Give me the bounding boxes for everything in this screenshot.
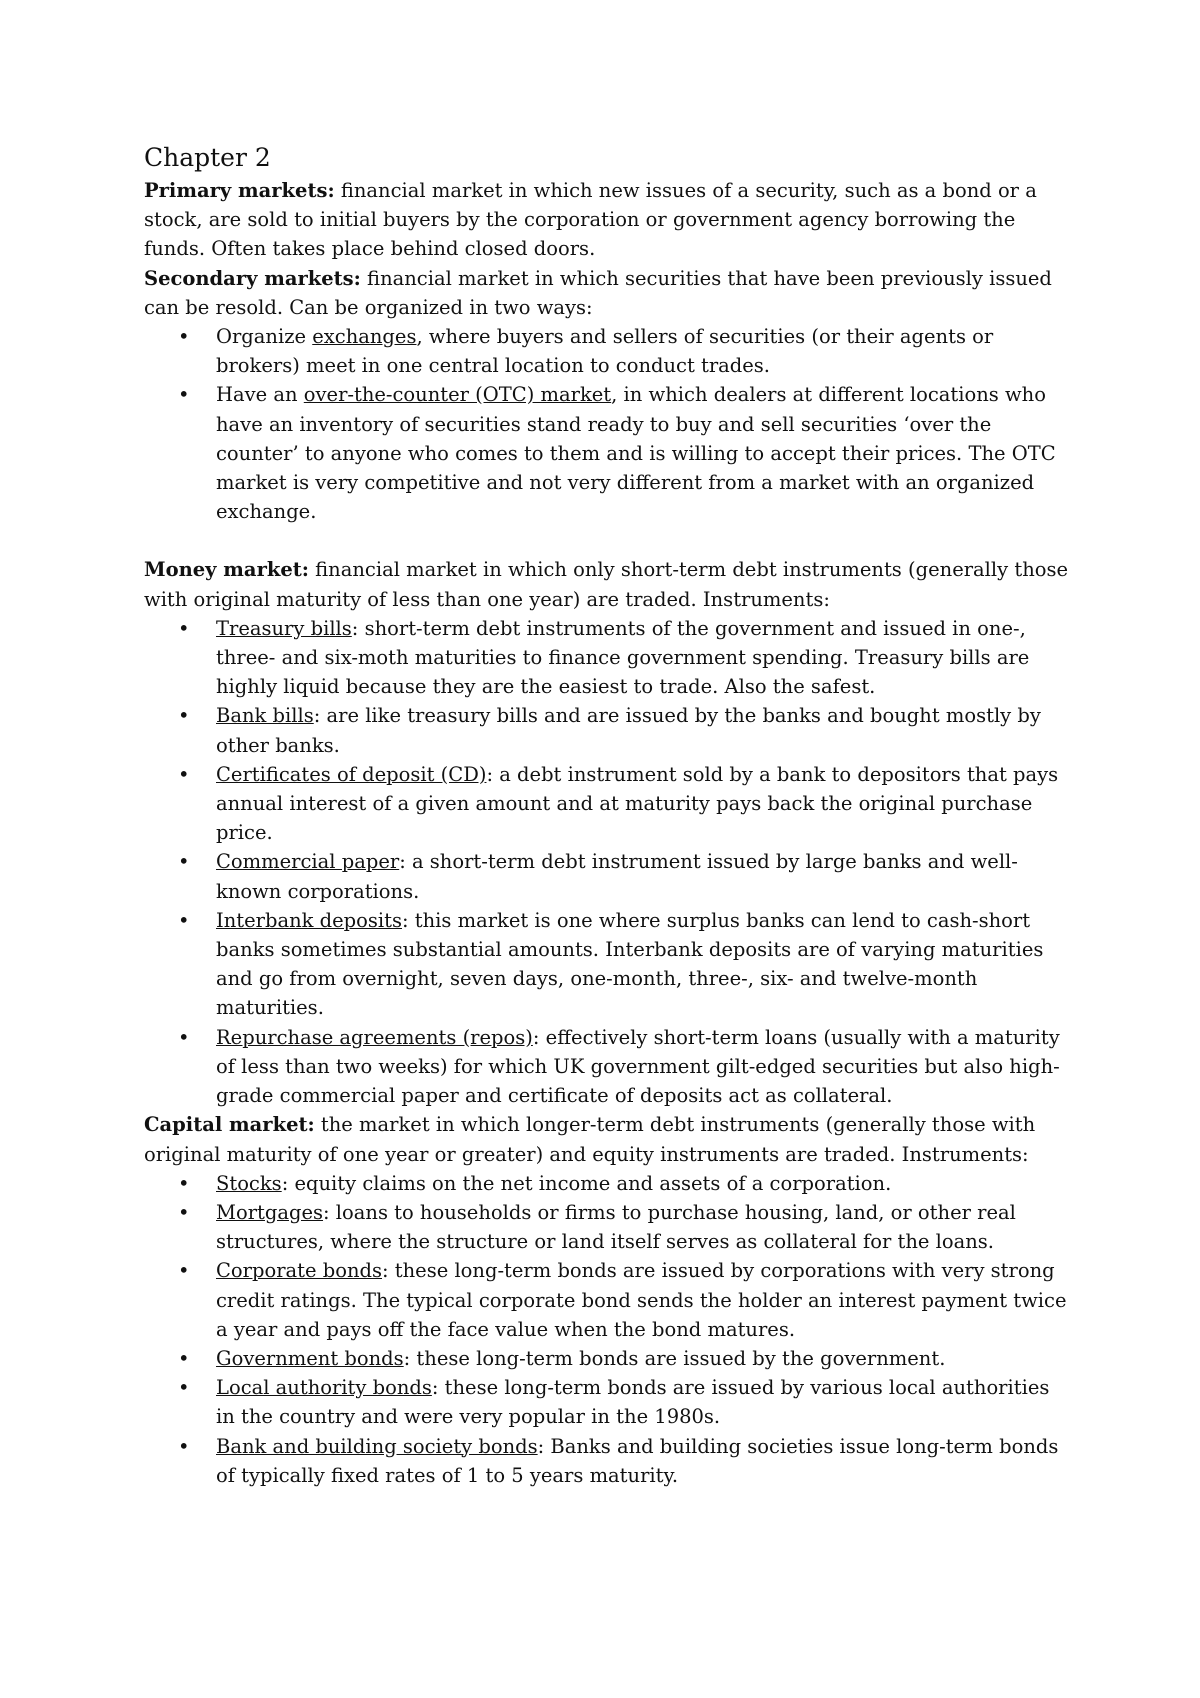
- list-item: • Certificates of deposit (CD): a debt instrument sold by a bank to depositors that pays annual interest of a given amount and at maturity pays back the original purchase price.: [216, 760, 1074, 848]
- list-item-term: Interbank deposits: [216, 908, 402, 932]
- list-item: • Treasury bills: short-term debt instruments of the government and issued in one-, three- and six-moth maturities to finance government spending. Treasury bills are highly liquid because they are the easiest to trade. Also the safest.: [216, 614, 1074, 702]
- bullet-icon: •: [178, 1259, 190, 1283]
- bullet-icon: •: [178, 1200, 190, 1224]
- list-item-term: Mortgages: [216, 1200, 324, 1224]
- money-market-paragraph: [144, 555, 1074, 613]
- capital-market-paragraph: [144, 1110, 1074, 1168]
- list-item-term: over-the-counter (OTC) market: [303, 383, 612, 407]
- list-item-term: Local authority bonds: [216, 1376, 432, 1400]
- list-item-term: Government bonds: [216, 1346, 404, 1370]
- list-item-term: Commercial paper: [216, 850, 400, 874]
- bullet-icon: •: [178, 908, 190, 932]
- list-item-term: exchanges: [312, 325, 417, 349]
- list-item-term: Bank bills: [216, 704, 314, 728]
- primary-markets-text: financial market in which new issues of a security, such as a bond or a stock, are sold to initial buyers by the corporation or government agency borrowing the funds. Often takes place behind closed doors.: [144, 179, 1037, 261]
- bullet-icon: •: [178, 850, 190, 874]
- bullet-icon: •: [178, 704, 190, 728]
- capital-market-list: [144, 1169, 1074, 1490]
- secondary-markets-text: financial market in which securities that have been previously issued can be resold. Can be organized in two ways:: [144, 266, 1052, 319]
- list-item-term: Repurchase agreements (repos): [216, 1025, 533, 1049]
- secondary-markets-term: Secondary markets:: [144, 266, 361, 290]
- list-item: • Organize exchanges, where buyers and sellers of securities (or their agents or brokers) meet in one central location to conduct trades.: [216, 322, 1074, 380]
- bullet-icon: •: [178, 762, 190, 786]
- bullet-icon: •: [178, 383, 190, 407]
- primary-markets-term: Primary markets:: [144, 179, 335, 202]
- bullet-icon: •: [178, 616, 190, 640]
- document-page: [144, 140, 1074, 1490]
- list-item-term: Bank and building society bonds: [216, 1434, 538, 1458]
- list-item: • Repurchase agreements (repos): effectively short-term loans (usually with a maturity of less than two weeks) for which UK government gilt-edged securities but also high-grade commercial paper and certificate of deposits act as collateral.: [216, 1023, 1074, 1111]
- paragraph-spacer: [144, 526, 1074, 555]
- bullet-icon: •: [178, 1171, 190, 1195]
- bullet-icon: •: [178, 1346, 190, 1370]
- list-item: • Government bonds: these long-term bonds are issued by the government.: [216, 1344, 1074, 1373]
- money-market-list: [144, 614, 1074, 1110]
- primary-markets-paragraph: [144, 176, 1074, 264]
- list-item: • Have an over-the-counter (OTC) market, in which dealers at different locations who have an inventory of securities stand ready to buy and sell securities ‘over the counter’ to anyone who comes to them and is willing to accept their prices. The OTC market is very competitive and not very different from a market with an organized exchange.: [216, 380, 1074, 526]
- list-item: • Mortgages: loans to households or firms to purchase housing, land, or other real structures, where the structure or land itself serves as collateral for the loans.: [216, 1198, 1074, 1256]
- bullet-icon: •: [178, 1025, 190, 1049]
- list-item-term: Stocks: [216, 1171, 282, 1195]
- secondary-markets-list: [144, 322, 1074, 526]
- money-market-text: financial market in which only short-term debt instruments (generally those with original maturity of less than one year) are traded. Instruments:: [144, 558, 1069, 611]
- list-item: • Corporate bonds: these long-term bonds are issued by corporations with very strong credit ratings. The typical corporate bond sends the holder an interest payment twice a year and pays off the face value when the bond matures.: [216, 1256, 1074, 1344]
- capital-market-term: Capital market:: [144, 1113, 315, 1137]
- list-item-term: Certificates of deposit (CD): [216, 762, 487, 786]
- list-item-term: Corporate bonds: [216, 1259, 382, 1283]
- list-item: • Local authority bonds: these long-term bonds are issued by various local authorities in the country and were very popular in the 1980s.: [216, 1373, 1074, 1431]
- capital-market-text: the market in which longer-term debt instruments (generally those with original maturity of one year or greater) and equity instruments are traded. Instruments:: [144, 1113, 1036, 1166]
- list-item: • Bank and building society bonds: Banks and building societies issue long-term bonds of typically fixed rates of 1 to 5 years maturity.: [216, 1432, 1074, 1490]
- chapter-title: Chapter 2: [144, 143, 271, 172]
- list-item-term: Treasury bills: [216, 616, 352, 640]
- list-item: • Stocks: equity claims on the net income and assets of a corporation.: [216, 1169, 1074, 1198]
- bullet-icon: •: [178, 1376, 190, 1400]
- list-item: • Interbank deposits: this market is one where surplus banks can lend to cash-short banks sometimes substantial amounts. Interbank deposits are of varying maturities and go from overnight, seven days, one-month, three-, six- and twelve-month maturities.: [216, 906, 1074, 1023]
- list-item: • Commercial paper: a short-term debt instrument issued by large banks and well-known corporations.: [216, 847, 1074, 905]
- list-item: • Bank bills: are like treasury bills and are issued by the banks and bought mostly by other banks.: [216, 701, 1074, 759]
- secondary-markets-paragraph: [144, 264, 1074, 322]
- bullet-icon: •: [178, 1434, 190, 1458]
- bullet-icon: •: [178, 325, 190, 349]
- money-market-term: Money market:: [144, 558, 309, 582]
